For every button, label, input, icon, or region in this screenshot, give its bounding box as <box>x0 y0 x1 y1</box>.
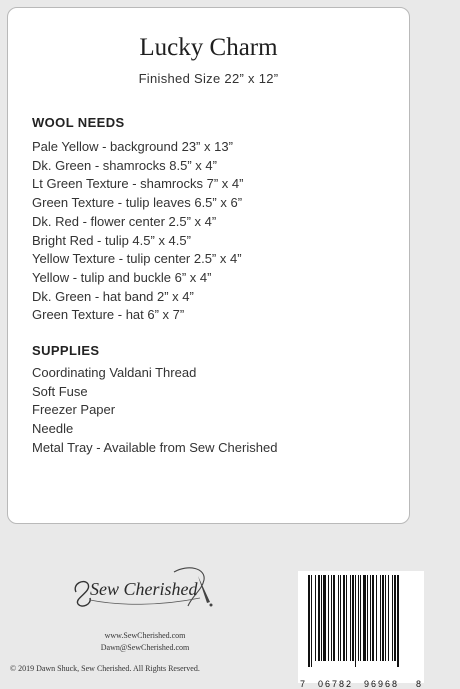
copyright-text: © 2019 Dawn Shuck, Sew Cherished. All Rights Reserved. <box>10 664 200 673</box>
barcode-bar <box>318 575 320 661</box>
pattern-info-card <box>7 7 410 524</box>
list-item: Coordinating Valdani Thread <box>32 365 197 380</box>
sew-cherished-logo <box>70 562 220 614</box>
list-item: Green Texture - tulip leaves 6.5” x 6” <box>32 195 243 211</box>
barcode-bar <box>311 575 312 667</box>
barcode-bar <box>370 575 371 661</box>
list-item: Dk. Green - hat band 2” x 4” <box>32 288 194 304</box>
list-item: Pale Yellow - background 23” x 13” <box>32 139 233 154</box>
barcode-bar <box>343 575 345 661</box>
barcode-bar <box>331 575 332 661</box>
barcode-bar <box>352 575 354 661</box>
list-item: Yellow Texture - tulip center 2.5” x 4” <box>32 251 242 267</box>
barcode-digit-first: 7 <box>300 679 306 689</box>
barcode-bar <box>385 575 386 661</box>
barcode-bar <box>346 575 347 661</box>
barcode-bar <box>350 575 351 661</box>
list-item: Green Texture - hat 6” x 7” <box>32 307 185 323</box>
logo-wordmark: Sew Cherished <box>90 579 198 599</box>
barcode-digits-right: 96968 <box>364 679 400 689</box>
barcode-bar <box>323 575 326 661</box>
email-text: Dawn@SewCherished.com <box>100 643 190 652</box>
barcode-bar <box>358 575 359 661</box>
pattern-title: Lucky Charm <box>139 34 278 61</box>
finished-size: Finished Size 22” x 12” <box>138 71 279 86</box>
barcode-bar <box>388 575 389 661</box>
list-item: Dk. Green - shamrocks 8.5” x 4” <box>32 157 217 173</box>
website-text: www.SewCherished.com <box>104 631 186 640</box>
list-item: Dk. Red - flower center 2.5” x 4” <box>32 213 217 229</box>
list-item: Soft Fuse <box>32 383 88 399</box>
barcode-digit-last: 8 <box>416 679 422 689</box>
list-item: Needle <box>32 421 74 437</box>
list-item: Freezer Paper <box>32 402 116 418</box>
wool-needs-heading: WOOL NEEDS <box>32 115 125 130</box>
barcode-bar <box>355 575 356 667</box>
list-item: Yellow - tulip and buckle 6” x 4” <box>32 269 212 285</box>
barcode-bar <box>382 575 384 661</box>
list-item: Metal Tray - Available from Sew Cherished <box>32 439 278 455</box>
list-item: Lt Green Texture - shamrocks 7” x 4” <box>32 176 244 192</box>
supplies-heading: SUPPLIES <box>32 343 100 358</box>
barcode-bar <box>360 575 361 661</box>
list-item: Bright Red - tulip 4.5” x 4.5” <box>32 232 191 248</box>
wool-needs-list <box>32 138 243 325</box>
supplies-list <box>32 364 277 458</box>
barcode-bar <box>321 575 322 661</box>
barcode-bar <box>380 575 381 661</box>
barcode-bar <box>315 575 316 661</box>
barcode-bar <box>340 575 341 661</box>
barcode-bars <box>298 571 424 667</box>
barcode-bar <box>372 575 374 661</box>
barcode-bar <box>308 575 310 667</box>
barcode-bar <box>394 575 396 661</box>
barcode-bar <box>397 575 399 667</box>
barcode <box>298 571 424 689</box>
barcode-bar <box>376 575 377 661</box>
barcode-bar <box>392 575 393 661</box>
barcode-bar <box>328 575 329 661</box>
barcode-bar <box>333 575 335 661</box>
barcode-bar <box>338 575 339 661</box>
barcode-bar <box>367 575 368 661</box>
barcode-bar <box>363 575 366 661</box>
barcode-digits-left: 06782 <box>318 679 354 689</box>
